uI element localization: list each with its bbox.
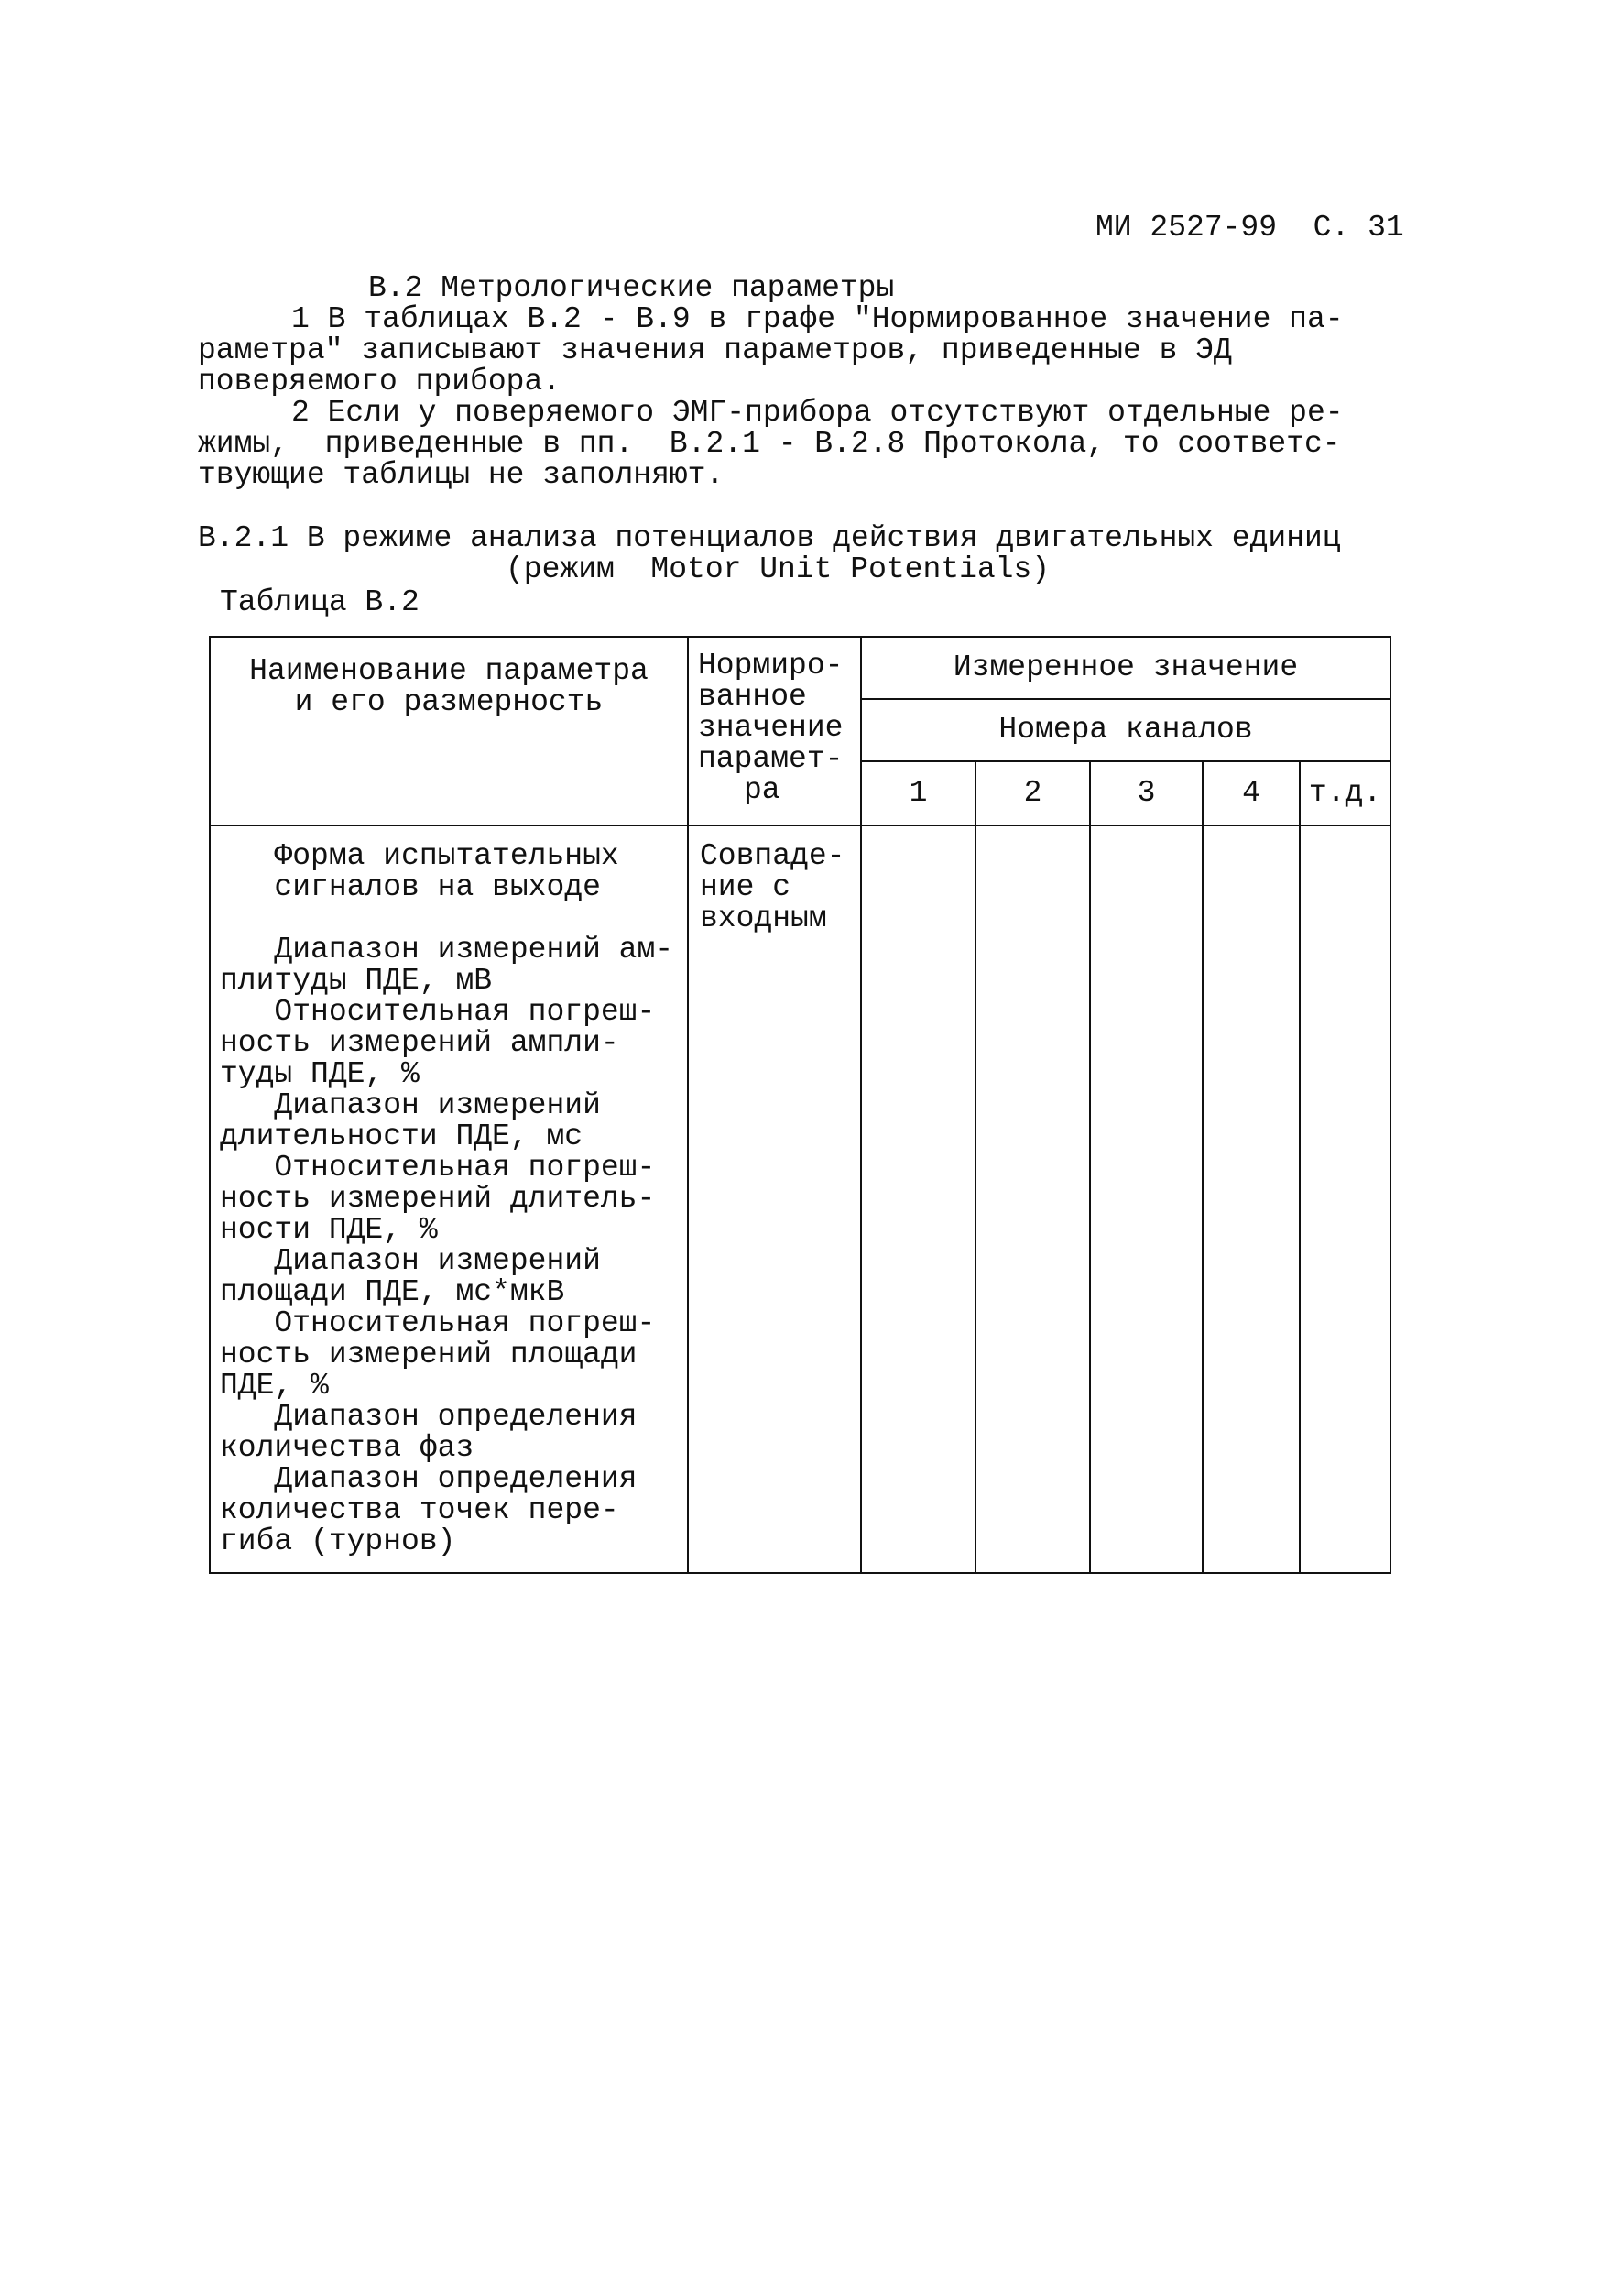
- normalized-value-header: [688, 637, 861, 825]
- parameter-item: [220, 841, 680, 903]
- parameter-line: Диапазон измерений: [220, 1088, 601, 1122]
- note-1-line-2: раметра" записывают значения параметров, приведенные в ЭД: [198, 333, 1232, 367]
- parameter-line: ПДЕ, %: [220, 1369, 329, 1403]
- measured-cell-ch1: [861, 825, 975, 1573]
- subsection-title-line-1: В.2.1 В режиме анализа потенциалов действия двигательных единиц: [198, 521, 1341, 555]
- channel-number-2: 2: [975, 761, 1090, 825]
- channel-number-4: 4: [1203, 761, 1300, 825]
- parameter-line: плитуды ПДЕ, мВ: [220, 964, 493, 998]
- parameter-line: площади ПДЕ, мс*мкВ: [220, 1275, 565, 1309]
- parameter-line: Относительная погреш-: [220, 1306, 656, 1340]
- norm-value-line-2: ние с: [700, 870, 791, 904]
- norm-header-line-1: Нормиро-: [698, 649, 844, 683]
- note-2-line-3: твующие таблицы не заполняют.: [198, 458, 725, 492]
- parameter-line: ность измерений ампли-: [220, 1026, 619, 1060]
- parameter-line: Относительная погреш-: [220, 1151, 656, 1185]
- norm-header-line-2: ванное: [698, 680, 807, 714]
- section-title: В.2 Метрологические параметры: [368, 271, 895, 305]
- parameter-line: туды ПДЕ, %: [220, 1057, 420, 1091]
- channel-number-etc: т.д.: [1300, 761, 1390, 825]
- measured-cell-ch2: [975, 825, 1090, 1573]
- parameter-line: количества фаз: [220, 1431, 474, 1465]
- parameter-line: гиба (турнов): [220, 1524, 456, 1558]
- parameter-line: Диапазон измерений ам-: [220, 933, 674, 967]
- page-number: С. 31: [1313, 211, 1404, 245]
- note-1-line-3: поверяемого прибора.: [198, 365, 561, 399]
- parameter-line: Диапазон измерений: [220, 1244, 601, 1278]
- parameter-item: [220, 1308, 680, 1402]
- channel-number-3: 3: [1090, 761, 1203, 825]
- parameter-item: [220, 934, 680, 997]
- parameter-line: ности ПДЕ, %: [220, 1213, 438, 1247]
- parameter-item: [220, 1246, 680, 1308]
- parameter-item: [220, 1464, 680, 1557]
- note-2-line-1: 2 Если у поверяемого ЭМГ-прибора отсутствуют отдельные ре-: [291, 396, 1344, 430]
- norm-value-line-1: Совпаде-: [700, 839, 845, 873]
- note-1-line-1: 1 В таблицах В.2 - В.9 в графе "Нормированное значение па-: [291, 302, 1344, 336]
- parameter-item: [220, 1152, 680, 1246]
- norm-header-line-5: ра: [744, 773, 780, 807]
- measured-cell-ch4: [1203, 825, 1300, 1573]
- parameters-list-cell: [210, 825, 688, 1573]
- param-name-header-line-1: Наименование параметра: [249, 654, 649, 688]
- parameters-table: [209, 636, 1391, 1574]
- table-caption: Таблица В.2: [220, 585, 420, 619]
- parameter-line: Диапазон определения: [220, 1400, 638, 1434]
- param-name-header-line-2: и его размерность: [294, 685, 604, 719]
- parameter-line: сигналов на выходе: [220, 870, 601, 904]
- subsection-title-line-2: (режим Motor Unit Potentials): [506, 552, 1051, 586]
- note-2-line-2: жимы, приведенные в пп. В.2.1 - В.2.8 Протокола, то соответс-: [198, 427, 1341, 461]
- measured-cell-ch3: [1090, 825, 1203, 1573]
- measured-value-header: Измеренное значение: [861, 637, 1390, 699]
- norm-header-line-3: значение: [698, 711, 844, 745]
- parameter-line: Диапазон определения: [220, 1462, 638, 1496]
- channel-number-1: 1: [861, 761, 975, 825]
- spacer: [220, 903, 680, 934]
- channel-numbers-header: Номера каналов: [861, 699, 1390, 761]
- document-reference: МИ 2527-99: [1095, 211, 1278, 245]
- measured-cell-etc: [1300, 825, 1390, 1573]
- parameter-item: [220, 1090, 680, 1152]
- parameter-line: Относительная погреш-: [220, 995, 656, 1029]
- parameter-line: ность измерений площади: [220, 1338, 638, 1371]
- parameter-item: [220, 997, 680, 1090]
- parameter-item: [220, 1402, 680, 1464]
- page-header: [1095, 213, 1404, 244]
- parameter-line: ность измерений длитель-: [220, 1182, 656, 1216]
- parameter-line: количества точек пере-: [220, 1493, 619, 1527]
- parameter-line: длительности ПДЕ, мс: [220, 1120, 583, 1153]
- normalized-value-cell: [688, 825, 861, 1573]
- param-name-header: [210, 637, 688, 825]
- norm-value-line-3: входным: [700, 901, 827, 935]
- parameter-line: Форма испытательных: [220, 839, 619, 873]
- norm-header-line-4: парамет-: [698, 742, 844, 776]
